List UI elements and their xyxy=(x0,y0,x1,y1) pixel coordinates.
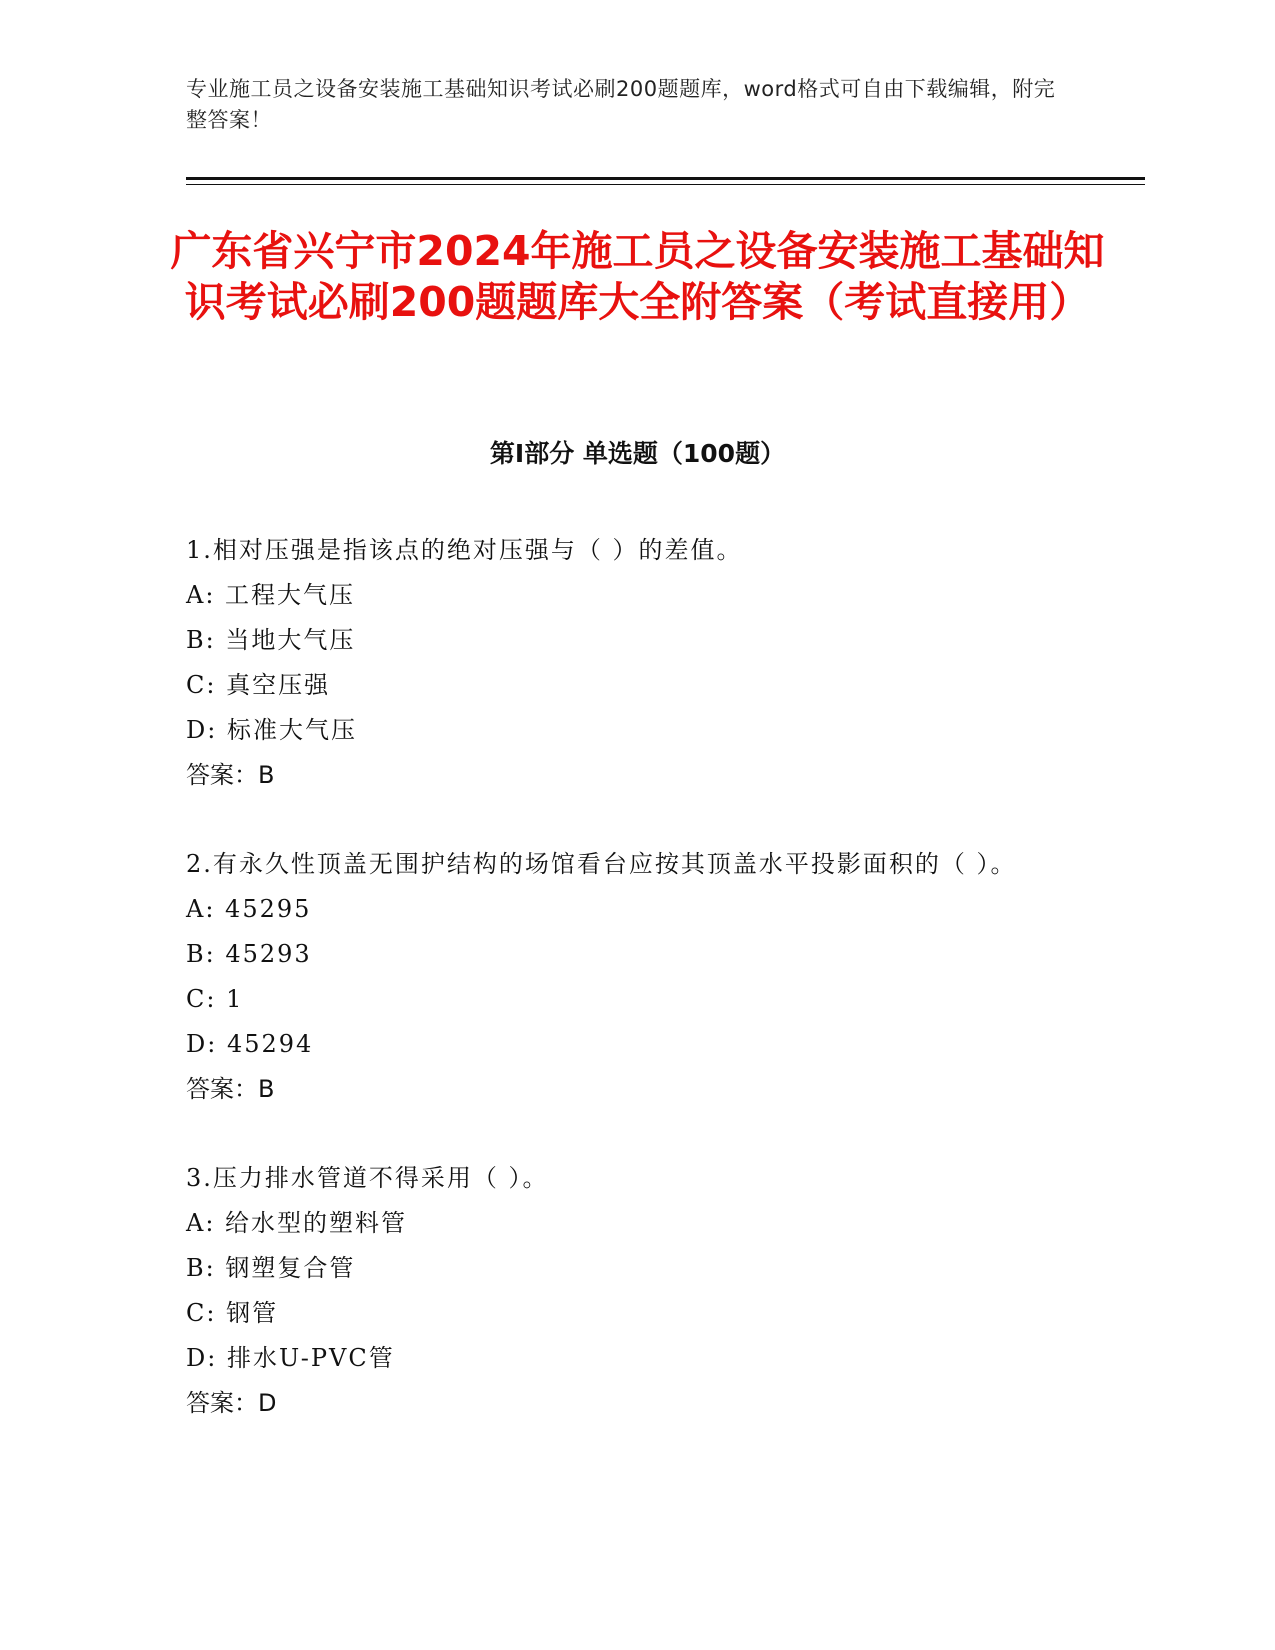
question-stem: 1.相对压强是指该点的绝对压强与（ ）的差值。 xyxy=(186,536,743,564)
option-d: D: 45294 xyxy=(186,1030,314,1058)
header-divider-thin xyxy=(186,184,1145,185)
question-2 xyxy=(186,842,1066,1112)
option-d: D: 排水U-PVC管 xyxy=(186,1344,395,1372)
option-b: B: 当地大气压 xyxy=(186,626,356,654)
question-list xyxy=(186,528,1066,1470)
question-stem: 2.有永久性顶盖无围护结构的场馆看台应按其顶盖水平投影面积的（ ）。 xyxy=(186,850,1017,878)
option-a: A: 给水型的塑料管 xyxy=(186,1209,408,1237)
answer: 答案：B xyxy=(186,761,275,789)
option-c: C: 1 xyxy=(186,985,244,1013)
option-c: C: 真空压强 xyxy=(186,671,331,699)
option-a: A: 45295 xyxy=(186,895,312,923)
option-a: A: 工程大气压 xyxy=(186,581,356,609)
document-title: 广东省兴宁市2024年施工员之设备安装施工基础知识考试必刷200题题库大全附答案（考试直接用） xyxy=(170,227,1105,326)
header-divider-thick xyxy=(186,177,1145,180)
option-d: D: 标准大气压 xyxy=(186,716,357,744)
header-note: 专业施工员之设备安装施工基础知识考试必刷200题题库，word格式可自由下载编辑，附完整答案！ xyxy=(186,77,1056,132)
option-c: C: 钢管 xyxy=(186,1299,279,1327)
question-3 xyxy=(186,1156,1066,1426)
answer: 答案：B xyxy=(186,1075,275,1103)
answer: 答案：D xyxy=(186,1389,277,1417)
question-1 xyxy=(186,528,1066,798)
section-heading: 第Ⅰ部分 单选题（100题） xyxy=(489,439,786,468)
option-b: B: 45293 xyxy=(186,940,312,968)
question-stem: 3.压力排水管道不得采用（ ）。 xyxy=(186,1164,549,1192)
option-b: B: 钢塑复合管 xyxy=(186,1254,356,1282)
